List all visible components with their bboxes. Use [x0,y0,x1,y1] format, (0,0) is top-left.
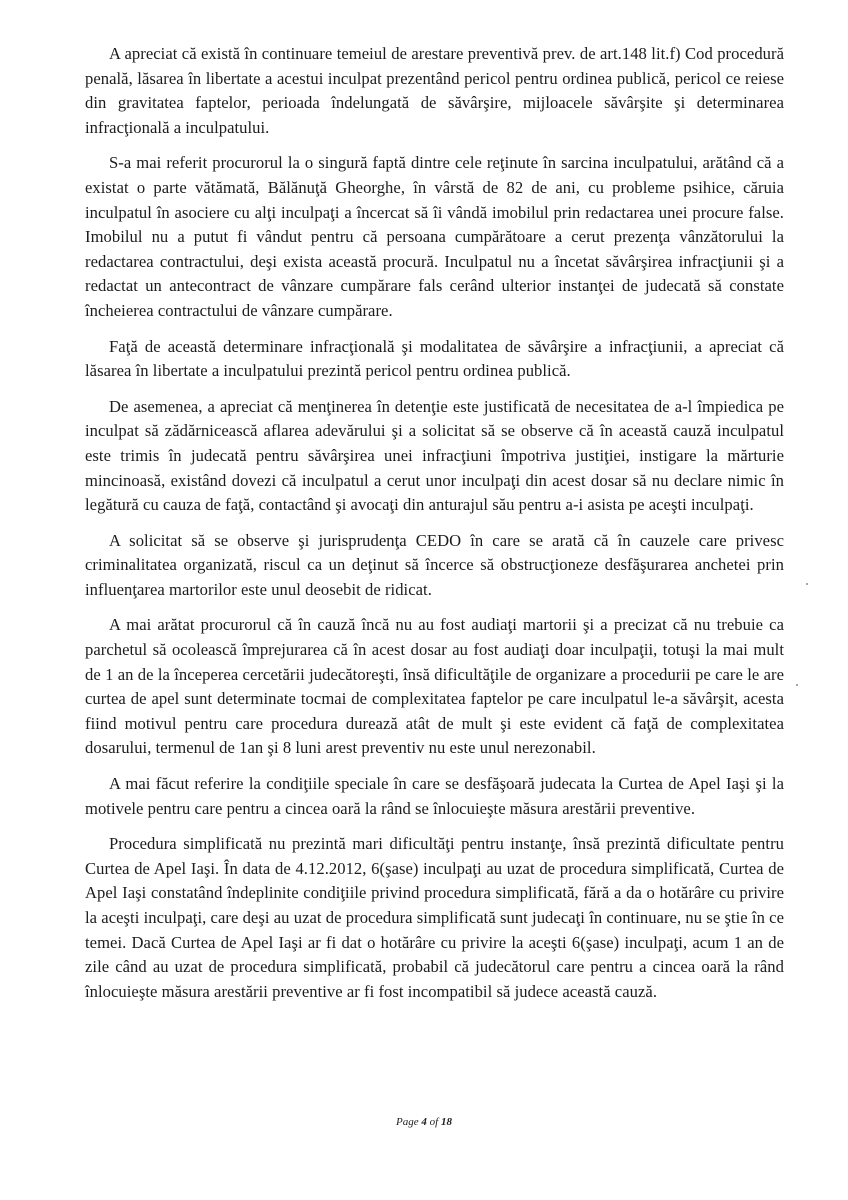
paragraph-8: Procedura simplificată nu prezintă mari dificultăţi pentru instanţe, însă prezintă dificultate pentru Curtea de Apel Iaşi. În data de 4.12.2012, 6(şase) inculpaţi au uzat de procedura simplificată, Curtea de Apel Iaşi constatând îndeplinite condiţiile privind procedura simplificată, fără a da o hotărâre cu privire la aceşti inculpaţi, care deşi au uzat de procedura simplificată sunt judecaţi în continuare, nu se ştie în ce temei. Dacă Curtea de Apel Iaşi ar fi dat o hotărâre cu privire la aceşti 6(şase) inculpaţi, acum 1 an de zile când au uzat de procedura simplificată, probabil că judecătorul care pentru a cincea oară la rând înlocuieşte măsura arestării preventive ar fi fost incompatibil să judece această cauză. [85,834,784,1001]
scan-speck [796,684,798,686]
paragraph-3: Faţă de această determinare infracţională şi modalitatea de săvârşire a infracţiunii, a apreciat că lăsarea în libertate a inculpatului prezintă pericol pentru ordinea publică. [85,336,784,381]
footer-of-label: of [429,1116,439,1128]
footer-page-total: 18 [440,1116,452,1128]
scan-speck [806,583,808,585]
paragraph-2: S-a mai referit procurorul la o singură faptă dintre cele reţinute în sarcina inculpatului, arătând că a existat o parte vătămată, Bălănuţă Gheorghe, în vârstă de 82 de ani, cu probleme psihice, căruia inculpatul în asociere cu alţi inculpaţi a încercat să îi vândă imobilul prin redactarea unei procure false. Imobilul nu a putut fi vândut pentru că persoana cumpărătoare a cerut prezenţa vânzătorului la redactarea contractului, deşi exista această procură. Inculpatul nu a încetat săvârşirea infracţiunii şi a redactat un antecontract de vânzare cumpărare fals cerând ulterior instanţei de judecată să constate încheierea contractului de vânzare cumpărare. [85,153,784,320]
paragraph-5: A solicitat să se observe şi jurisprudenţa CEDO în care se arată că în cauzele care privesc criminalitatea organizată, riscul ca un deţinut să încerce să obstrucţioneze desfăşurarea anchetei prin influenţarea martorilor este unul deosebit de ridicat. [85,530,784,599]
paragraph-6: A mai arătat procurorul că în cauză încă nu au fost audiaţi martorii şi a precizat că nu trebuie ca parchetul să ocolească împrejurarea că în acest dosar au fost audiaţi doar inculpaţii, totuşi la mai mult de 1 an de la începerea cercetării judecătoreşti, însă dificultăţile de organizare a procedurii pe care le are curtea de apel sunt determinate tocmai de complexitatea faptelor pe care inculpatul le-a săvârşit, acesta fiind motivul pentru care procedura durează atât de mult şi este evident că faţă de complexitatea dosarului, termenul de 1an şi 8 luni arest preventiv nu este unul nerezonabil. [85,615,784,758]
paragraph-1: A apreciat că există în continuare temeiul de arestare preventivă prev. de art.148 lit.f) Cod procedură penală, lăsarea în libertate a acestui inculpat prezentând pericol pentru ordinea publică, pericol ce reiese din gravitatea faptelor, perioada îndelungată de săvârşire, mijloacele săvârşite şi determinarea infracţională a inculpatului. [85,44,784,137]
paragraph-4: De asemenea, a apreciat că menţinerea în detenţie este justificată de necesitatea de a-l împiedica pe inculpat să zădărnicească aflarea adevărului şi a solicitat să se observe că în această cauză inculpatul este trimis în judecată pentru săvârşirea unei infracţiuni împotriva justiţiei, instigare la mărturie mincinoasă, existând dovezi că inculpatul a cerut unor inculpaţi din acest dosar să nu declare nimic în legătură cu cauza de faţă, contactând şi avocaţi din anturajul său pentru a-i asista pe aceşti inculpaţi. [85,396,784,515]
page-footer [0,1116,848,1128]
paragraph-7: A mai făcut referire la condiţiile speciale în care se desfăşoară judecata la Curtea de Apel Iaşi şi la motivele pentru care pentru a cincea oară la rând se înlocuieşte măsura arestării preventive. [85,774,784,818]
footer-page-label: Page [396,1116,419,1128]
footer-page-number: 4 [421,1116,427,1128]
